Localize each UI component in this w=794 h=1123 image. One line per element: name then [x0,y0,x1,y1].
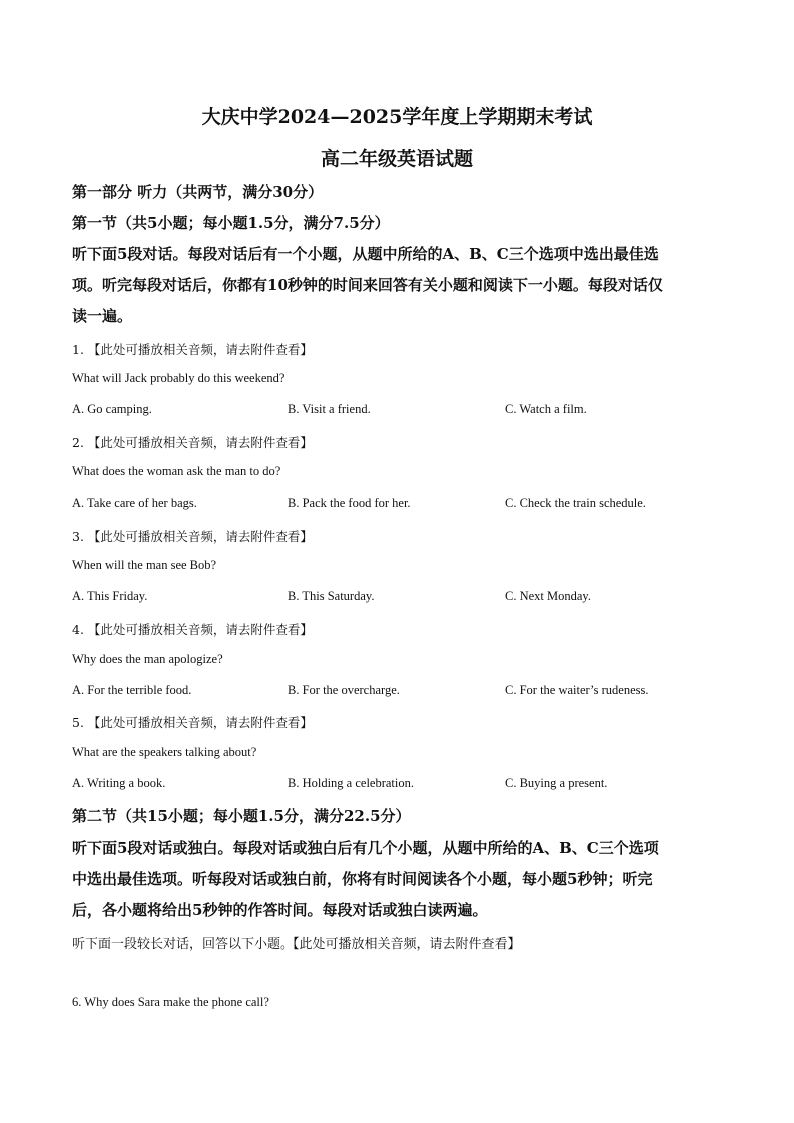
question-2-option-a: A. Take care of her bags. [72,496,197,510]
question-1-option-b: B. Visit a friend. [288,402,371,416]
question-1-stem: What will Jack probably do this weekend? [72,371,285,385]
question-5-audio-link[interactable]: 5. 【此处可播放相关音频，请去附件查看】 [72,715,313,730]
exam-subtitle: 高二年级英语试题 [320,148,473,170]
section1-instruction-line: 项。听完每段对话后，你都有10秒钟的时间来回答有关小题和阅读下一小题。每段对话仅 [72,276,663,294]
question-3-option-a: A. This Friday. [72,589,148,603]
question-2-option-b: B. Pack the food for her. [288,496,411,510]
question-4-audio-link[interactable]: 4. 【此处可播放相关音频，请去附件查看】 [72,622,313,637]
question-1-audio-link[interactable]: 1. 【此处可播放相关音频，请去附件查看】 [72,342,313,357]
part1-heading: 第一部分 听力（共两节，满分30分） [72,183,324,201]
question-2-audio-link[interactable]: 2. 【此处可播放相关音频，请去附件查看】 [72,435,313,450]
question-5-option-a: A. Writing a book. [72,776,166,790]
question-5-option-b: B. Holding a celebration. [288,776,415,790]
section2-instruction-line: 中选出最佳选项。听每段对话或独白前，你将有时间阅读各个小题，每小题5秒钟；听完 [72,870,653,888]
question-5-stem: What are the speakers talking about? [72,745,257,759]
question-3-option-b: B. This Saturday. [288,589,375,603]
question-3-stem: When will the man see Bob? [72,558,217,572]
question-2-stem: What does the woman ask the man to do? [72,464,281,478]
question-4-option-a: A. For the terrible food. [72,683,192,697]
question-5-option-c: C. Buying a present. [505,776,608,790]
section2-heading: 第二节（共15小题；每小题1.5分，满分22.5分） [72,807,411,825]
question-4-stem: Why does the man apologize? [72,652,223,666]
question-2-option-c: C. Check the train schedule. [505,496,646,510]
exam-title: 大庆中学2024—2025学年度上学期期末考试 [201,106,593,128]
section2-audio-note[interactable]: 听下面一段较长对话，回答以下小题。【此处可播放相关音频，请去附件查看】 [72,937,521,952]
question-3-audio-link[interactable]: 3. 【此处可播放相关音频，请去附件查看】 [72,529,313,544]
question-6-stem: 6. Why does Sara make the phone call? [72,995,269,1009]
question-4-option-b: B. For the overcharge. [288,683,400,697]
question-3-option-c: C. Next Monday. [505,589,591,603]
question-1-option-c: C. Watch a film. [505,402,587,416]
section1-instruction-line: 读一遍。 [72,307,133,325]
section1-instruction-line: 听下面5段对话。每段对话后有一个小题，从题中所给的A、B、C三个选项中选出最佳选 [72,245,659,263]
section2-instruction-line: 听下面5段对话或独白。每段对话或独白后有几个小题，从题中所给的A、B、C三个选项 [72,839,659,857]
section1-heading: 第一节（共5小题；每小题1.5分，满分7.5分） [72,214,390,232]
question-4-option-c: C. For the waiter’s rudeness. [505,683,649,697]
section2-instruction-line: 后，各小题将给出5秒钟的作答时间。每段对话或独白读两遍。 [72,901,488,919]
question-1-option-a: A. Go camping. [72,402,152,416]
